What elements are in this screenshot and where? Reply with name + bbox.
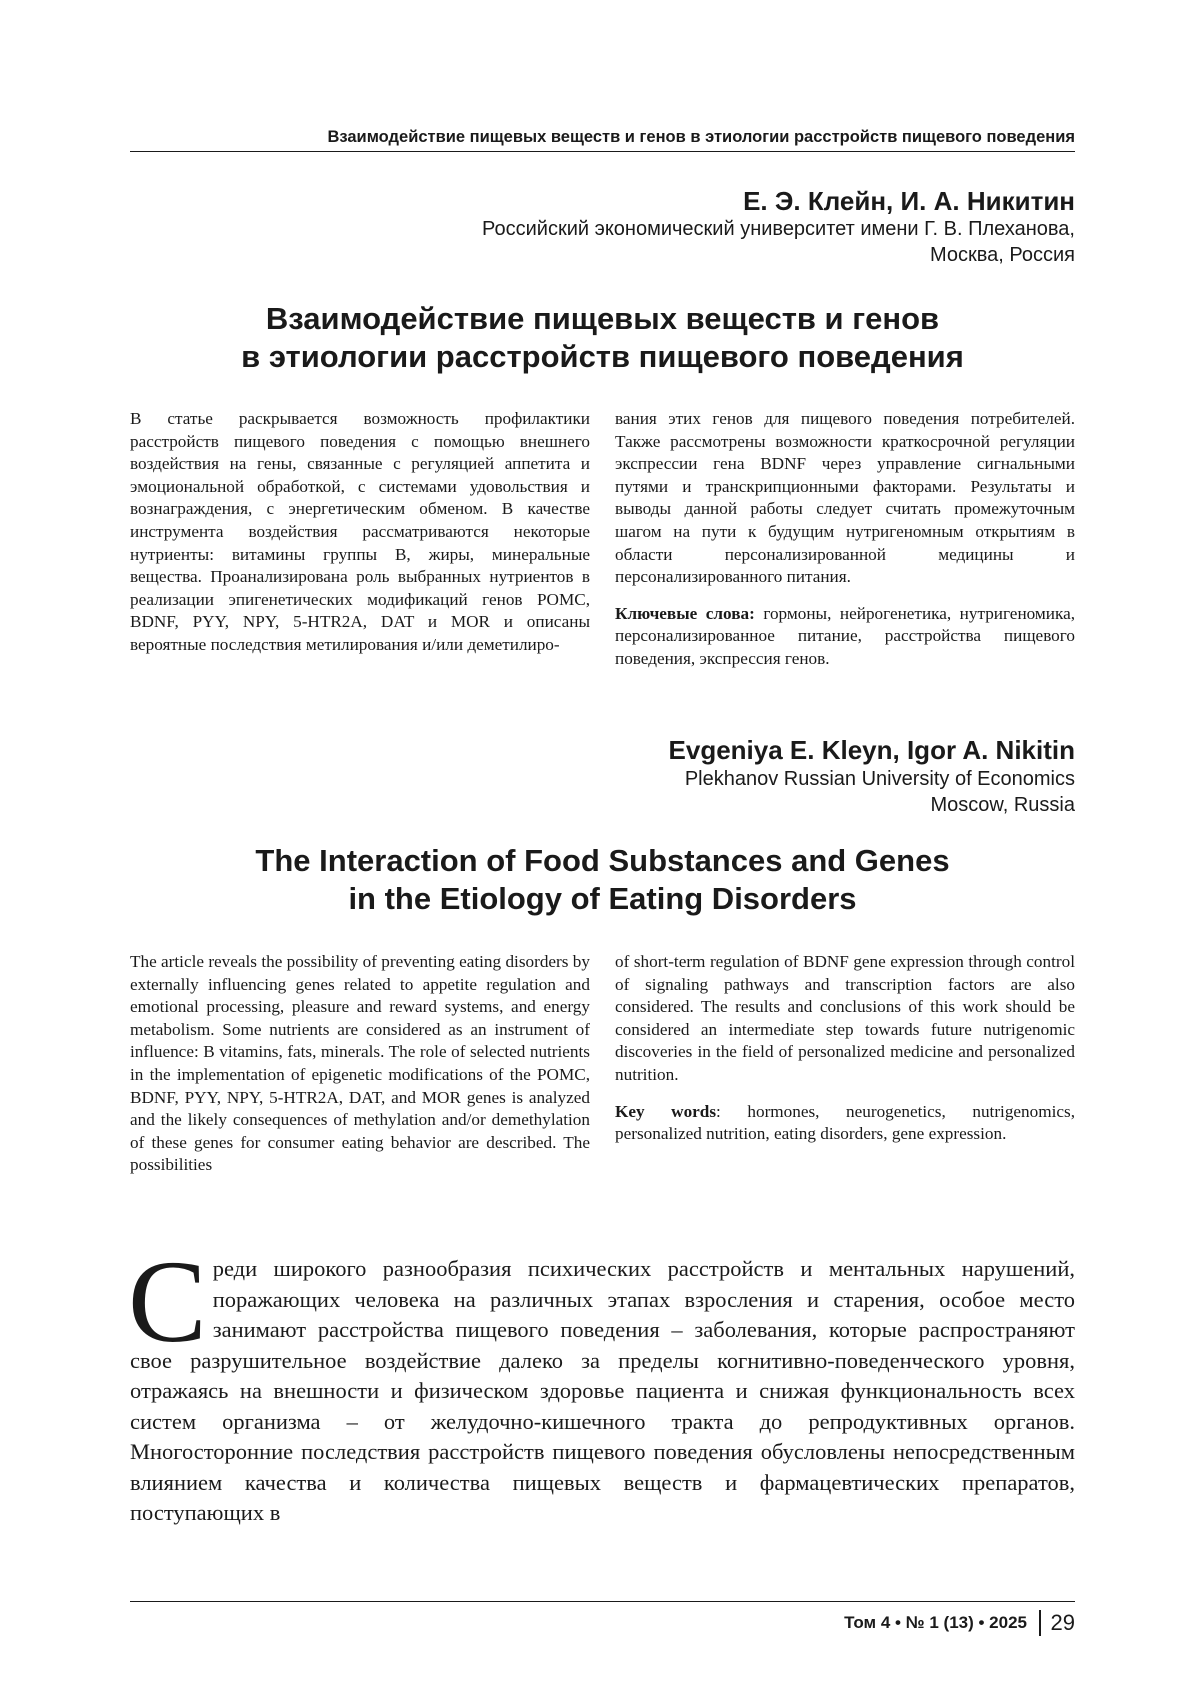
ru-abstract-col2: [615, 408, 1075, 671]
ru-keywords-text: гормоны, нейрогенетика, нутригеномика, персонализированное питание, расстройства пищевого поведения, экспрессия генов.: [615, 604, 1075, 668]
ru-abstract-text-2: вания этих генов для пищевого поведения потребителей. Также рассмотрены возможности краткосрочной регуляции экспрессии гена BDNF через управление сигнальными путями и транскрипционными факторами. Результаты и выводы данной работы следует считать промежуточным шагом на пути к будущим нутригеномным открытиям в области персонализированной медицины и персонализированного питания.: [615, 408, 1075, 589]
body-paragraph: [130, 1254, 1075, 1529]
ru-title: [130, 300, 1075, 376]
ru-abstract-text-1: В статье раскрывается возможность профилактики расстройств пищевого поведения с помощью внешнего воздействия на гены, связанные с регуляцией аппетита и эмоциональной обработкой, с системами удовольствия и вознаграждения, с энергетическим обменом. В качестве инструмента воздействия рассматриваются некоторые нутриенты: витамины группы В, жиры, минеральные вещества. Проанализирована роль выбранных нутриентов в реализации эпигенетических модификаций генов POMC, BDNF, PYY, NPY, 5-HTR2A, DAT и MOR и описаны вероятные последствия метилирования и/или деметилиро-: [130, 408, 590, 657]
en-affiliation-line2: Moscow, Russia: [685, 792, 1075, 818]
body-text: реди широкого разнообразия психических расстройств и ментальных нарушений, поражающих человека на различных этапах взросления и старения, особое место занимают расстройства пищевого поведения – заболевания, которые распространяют свое разрушительное воздействие далеко за пределы когнитивно-поведенческого уровня, отражаясь на внешности и физическом здоровье пациента и снижая функциональность всех систем организма – от желудочно-кишечного тракта до репродуктивных органов. Многосторонние последствия расстройств пищевого поведения обусловлены непосредственным влиянием качества и количества пищевых веществ и фармацевтических препаратов, поступающих в: [130, 1256, 1075, 1525]
en-keywords-label: Key words: [615, 1102, 716, 1121]
ru-affiliation: [482, 216, 1075, 268]
en-title: [130, 842, 1075, 918]
ru-title-line2: в этиологии расстройств пищевого поведения: [130, 338, 1075, 376]
ru-authors: Е. Э. Клейн, И. А. Никитин: [743, 186, 1075, 217]
en-title-line2: in the Etiology of Eating Disorders: [130, 880, 1075, 918]
en-abstract-col2: [615, 951, 1075, 1146]
ru-affiliation-line2: Москва, Россия: [482, 242, 1075, 268]
en-affiliation: [685, 766, 1075, 818]
en-abstract-text-2: of short-term regulation of BDNF gene expression through control of signaling pathways and transcription factors are also considered. The results and conclusions of this work should be considered an intermediate step towards future nutrigenomic discoveries in the field of personalized medicine and personalized nutrition.: [615, 951, 1075, 1087]
en-abstract-text-1: The article reveals the possibility of preventing eating disorders by externally influencing genes related to appetite regulation and emotional processing, pleasure and reward systems, and energy metabolism. Some nutrients are considered as an instrument of influence: B vitamins, fats, minerals. The role of selected nutrients in the implementation of epigenetic modifications of the POMC, BDNF, PYY, NPY, 5-HTR2A, DAT, and MOR genes is analyzed and the likely consequences of methylation and/or demethylation of these genes for consumer eating behavior are described. The possibilities: [130, 951, 590, 1177]
footer-separator: [1039, 1610, 1041, 1636]
running-header: Взаимодействие пищевых веществ и генов в этиологии расстройств пищевого поведения: [130, 128, 1075, 152]
en-abstract-col1: [130, 951, 590, 1177]
en-affiliation-line1: Plekhanov Russian University of Economics: [685, 766, 1075, 792]
ru-affiliation-line1: Российский экономический университет имени Г. В. Плеханова,: [482, 216, 1075, 242]
footer-divider: [130, 1601, 1075, 1602]
en-authors: Evgeniya E. Kleyn, Igor A. Nikitin: [669, 735, 1075, 766]
en-keywords: [615, 1101, 1075, 1146]
ru-keywords-label: Ключевые слова:: [615, 604, 755, 623]
ru-keywords: [615, 603, 1075, 671]
en-keywords-text: : hormones, neurogenetics, nutrigenomics, personalized nutrition, eating disorders, gene expression.: [615, 1102, 1075, 1144]
footer-issue: Том 4 • № 1 (13) • 2025: [844, 1613, 1027, 1633]
drop-cap: С: [128, 1256, 207, 1348]
ru-abstract-col1: [130, 408, 590, 657]
ru-title-line1: Взаимодействие пищевых веществ и генов: [130, 300, 1075, 338]
footer: [844, 1610, 1075, 1636]
en-title-line1: The Interaction of Food Substances and Genes: [130, 842, 1075, 880]
page-number: 29: [1051, 1610, 1075, 1636]
